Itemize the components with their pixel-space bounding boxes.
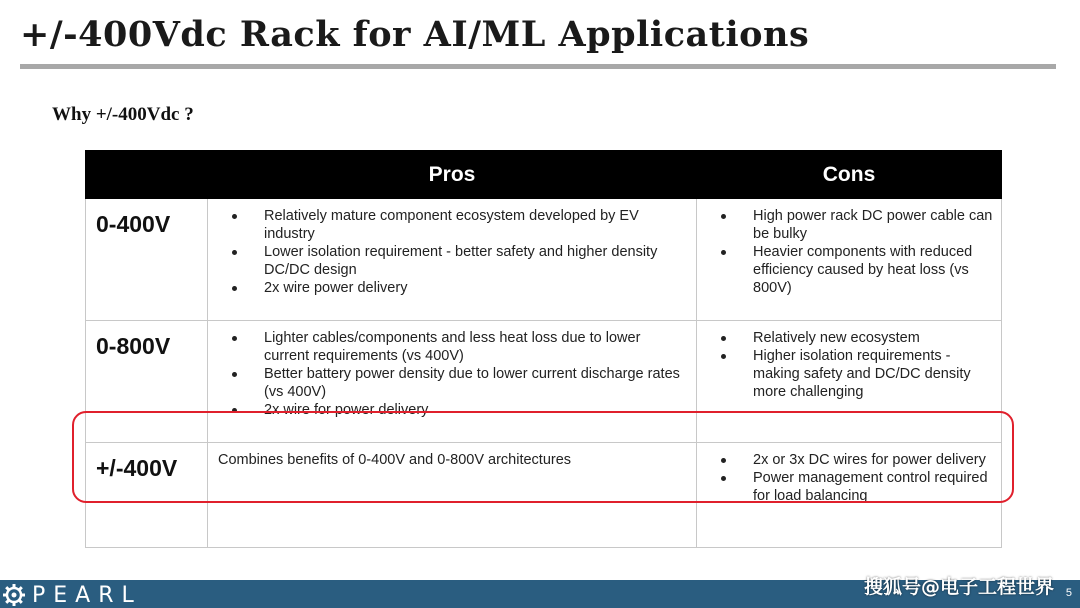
row-label: 0-800V <box>86 321 208 443</box>
list-item: Higher isolation requirements - making safety and DC/DC density more challenging <box>753 347 993 401</box>
pros-text: Combines benefits of 0-400V and 0-800V architectures <box>218 452 572 468</box>
watermark-text: 搜狐号@电子工程世界 <box>863 576 1054 598</box>
page-number: 5 <box>1065 587 1072 599</box>
slide-subtitle: Why +/-400Vdc ? <box>52 104 194 125</box>
table-header-row <box>86 151 1002 199</box>
list-item: High power rack DC power cable can be bulky <box>753 208 993 242</box>
list-item: 2x wire for power delivery <box>264 401 688 419</box>
pros-cell <box>208 199 697 321</box>
list-item: Lighter cables/components and less heat loss due to lower current requirements (vs 400V) <box>264 329 688 365</box>
row-label: 0-400V <box>86 199 208 321</box>
pearl-logo <box>0 582 142 608</box>
slide-title: +/-400Vdc Rack for AI/ML Applications <box>20 14 810 55</box>
list-item: Relatively new ecosystem <box>753 329 993 347</box>
cons-cell <box>697 443 1002 548</box>
list-item: Better battery power density due to lower current discharge rates (vs 400V) <box>264 365 688 401</box>
header-empty <box>86 151 208 199</box>
list-item: Lower isolation requirement - better safety and higher density DC/DC design <box>264 243 688 279</box>
table-row <box>86 199 1002 321</box>
header-cons: Cons <box>697 151 1002 199</box>
title-divider <box>20 64 1056 69</box>
pros-cell <box>208 443 697 548</box>
comparison-table <box>85 150 1002 548</box>
gear-icon <box>2 583 26 607</box>
list-item: Relatively mature component ecosystem developed by EV industry <box>264 207 688 243</box>
list-item: 2x or 3x DC wires for power delivery <box>753 451 993 469</box>
cons-cell <box>697 199 1002 321</box>
table-row <box>86 321 1002 443</box>
list-item: 2x wire power delivery <box>264 279 688 297</box>
list-item: Heavier components with reduced efficiency caused by heat loss (vs 800V) <box>753 243 993 297</box>
row-label: +/-400V <box>86 443 208 548</box>
list-item: Power management control required for load balancing <box>753 469 993 505</box>
pros-cell <box>208 321 697 443</box>
cons-cell <box>697 321 1002 443</box>
header-pros: Pros <box>208 151 697 199</box>
table-row <box>86 443 1002 548</box>
logo-text: PEARL <box>32 582 142 608</box>
